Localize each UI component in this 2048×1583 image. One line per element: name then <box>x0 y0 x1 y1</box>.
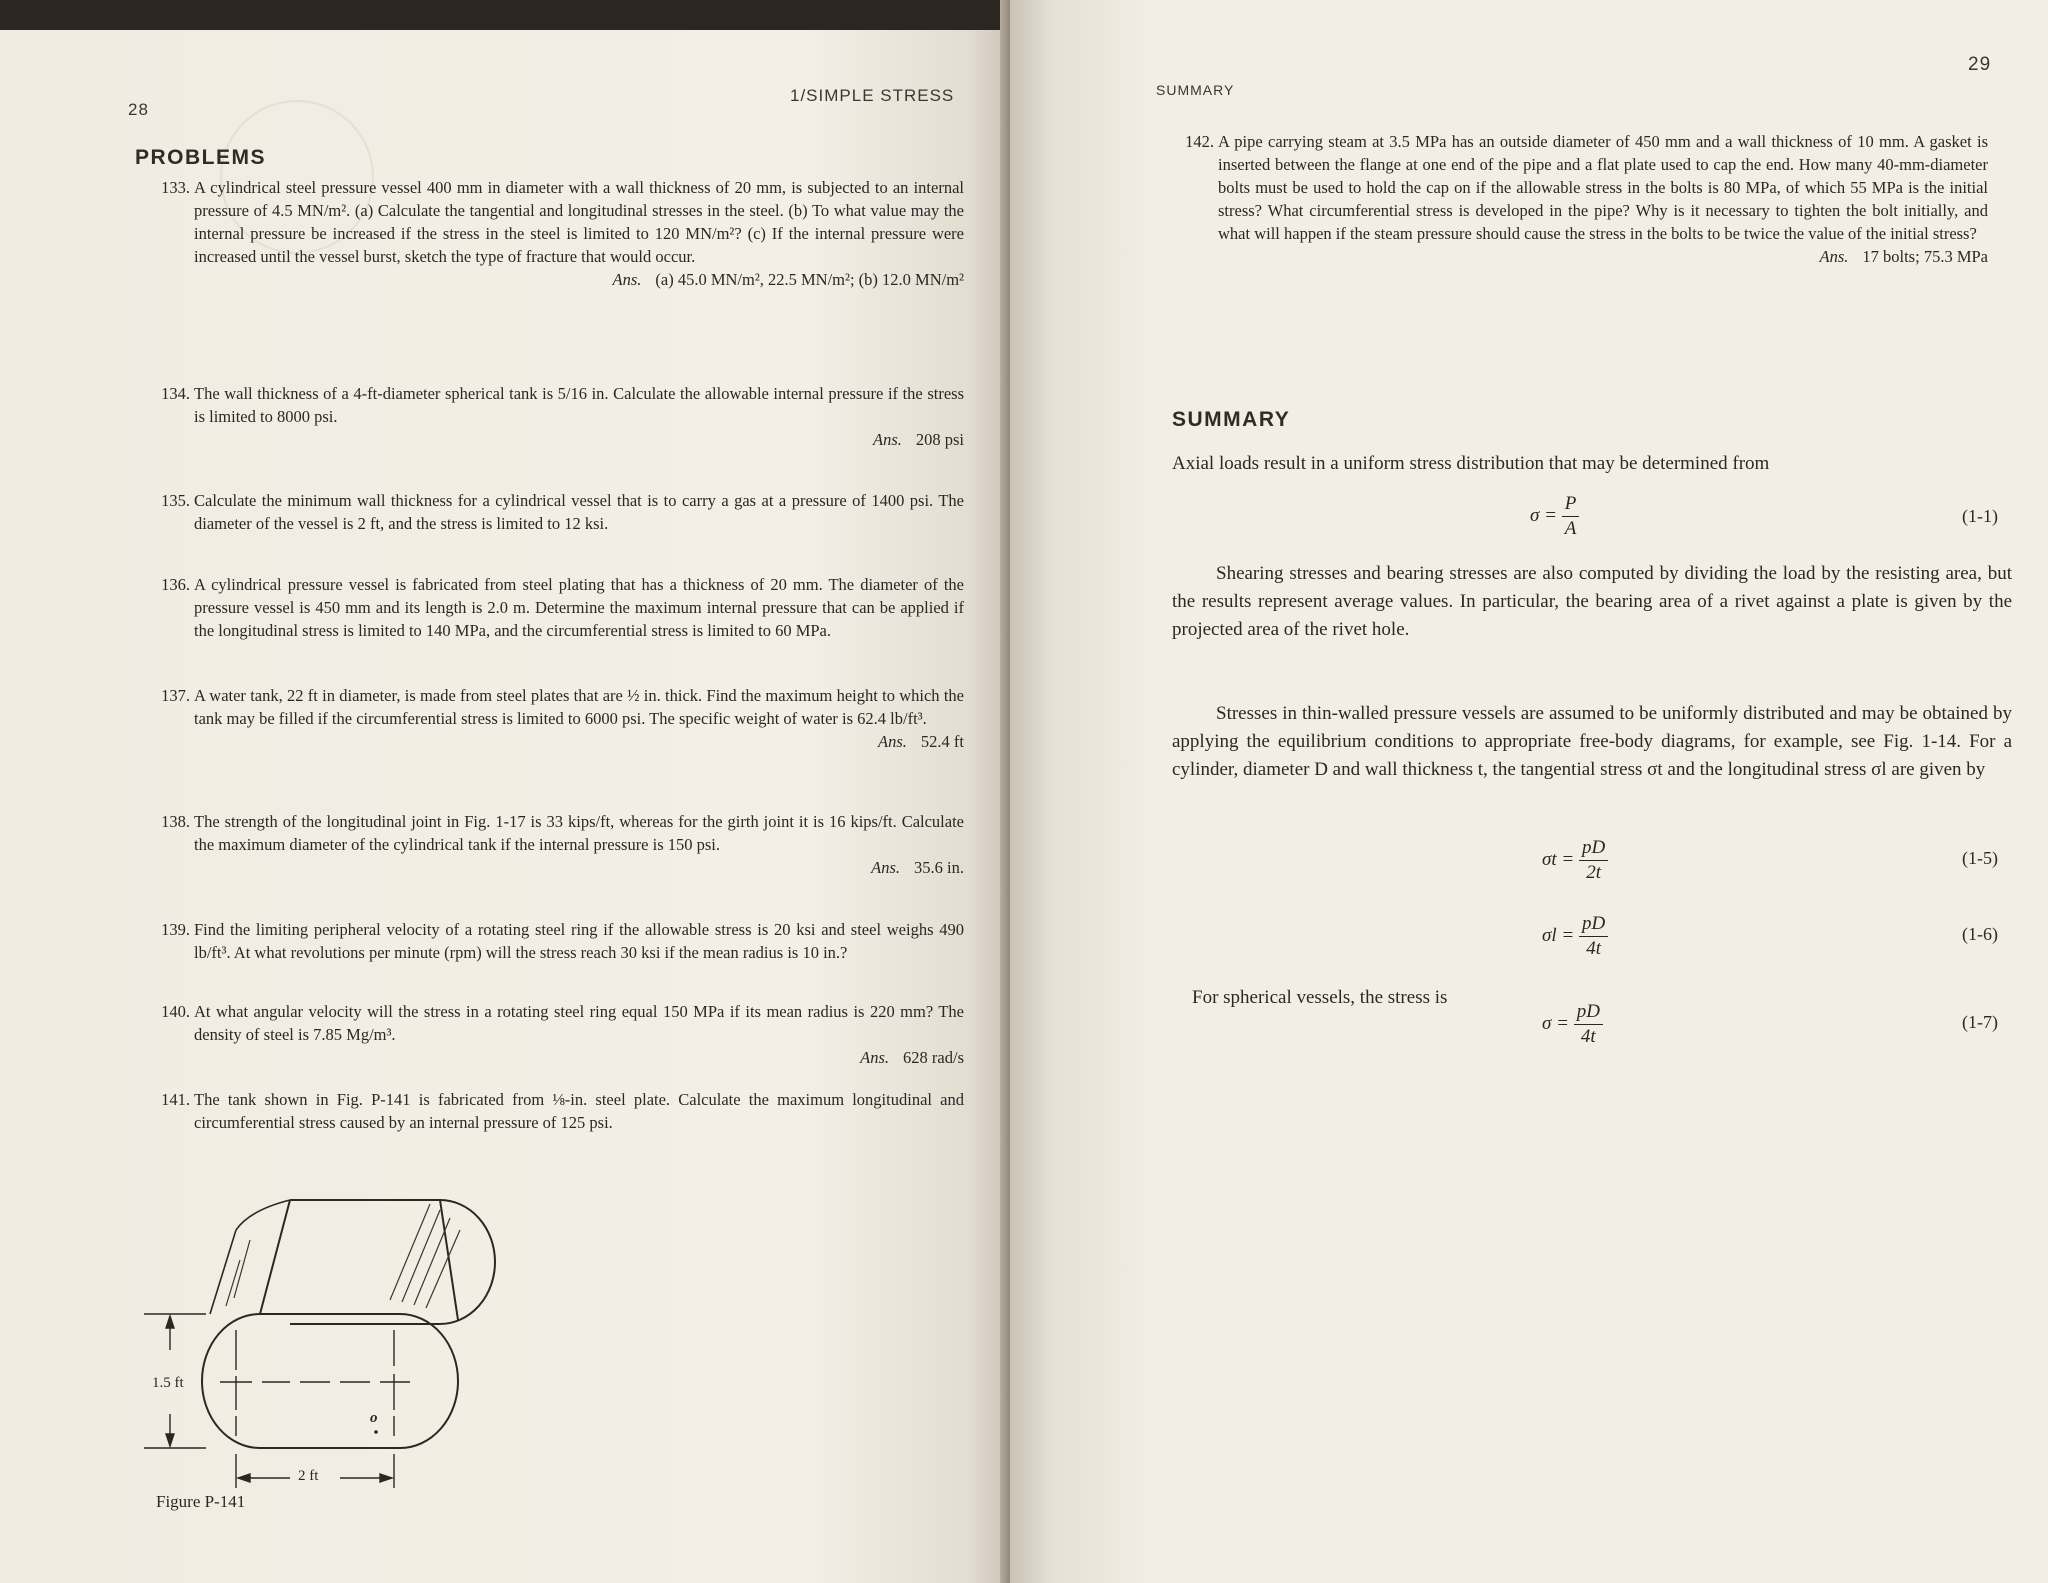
tank-center-lines <box>220 1330 410 1436</box>
tank-edge-right <box>440 1200 458 1320</box>
problem-134: 134. The wall thickness of a 4-ft-diameter spherical tank is 5/16 in. Calculate the allowable internal pressure if the stress is limited to 8000 psi. Ans. 208 psi <box>161 384 964 449</box>
equation-1-5-tag: (1-5) <box>1962 848 1998 868</box>
problem-answer: Ans. (a) 45.0 MN/m², 22.5 MN/m²; (b) 12.0 MN/m² <box>612 270 964 289</box>
problem-135: 135. Calculate the minimum wall thickness for a cylindrical vessel that is to carry a gas at a pressure of 1400 psi. The diameter of the vessel is 2 ft, and the stress is limited to 12 ksi. <box>161 491 964 533</box>
equation-1-7: σ = $\frac{pD}{4t}$ <box>1542 1000 1603 1049</box>
eq1-numerator: P <box>1562 492 1580 517</box>
problem-138: 138. The strength of the longitudinal joint in Fig. 1-17 is 33 kips/ft, whereas for the girth joint it is 16 kips/ft. Calculate the maximum diameter of the cylindrical tank if the internal pressure is 150 psi. Ans. 35.6 in. <box>161 812 964 877</box>
equation-1-5: σt = $\frac{pD}{2t}$ <box>1542 836 1608 885</box>
figure-caption: Figure P-141 <box>156 1492 246 1511</box>
section-title-problems: PROBLEMS <box>135 146 267 169</box>
tank-back-outline <box>290 1200 495 1324</box>
page-number-left: 28 <box>128 100 149 119</box>
figure-point-label: o <box>370 1410 378 1426</box>
figure-dot <box>374 1430 378 1434</box>
tank-edge-curve <box>236 1200 290 1230</box>
problem-136: 136. A cylindrical pressure vessel is fabricated from steel plating that has a thickness of 20 mm. The diameter of the pressure vessel is 450 mm and its length is 2.0 m. Determine the maximum internal pressure that can be applied if the longitudinal stress is limited to 140 MPa, and the circumferential stress is limited to 60 MPa. <box>161 575 964 640</box>
summary-paragraph-3: Stresses in thin-walled pressure vessels are assumed to be uniformly distributed and may be obtained by applying the equilibrium conditions to appropriate free-body diagrams, for example, see Fig. 1-14. For a cylinder, diameter D and wall thickness t, the tangential stress σt and the longitudinal stress σl are given by <box>1172 703 2012 780</box>
problem-text: A pipe carrying steam at 3.5 MPa has an outside diameter of 450 mm and a wall thickness of 10 mm. A gasket is inserted between the flange at one end of the pipe and a flat plate used to cap the end. How many 40-mm-diameter bolts must be used to hold the cap on if the allowable stress in the bolts is 80 MPa, of which 55 MPa is the initial stress? What circumferential stress is developed in the pipe? Why is it necessary to tighten the bolt initially, and what will happen if the steam pressure should cause the stress in the bolts to be twice the value of the initial stress? <box>1218 132 1988 243</box>
running-head-right: SUMMARY <box>1156 82 1235 98</box>
problem-number: 142. <box>1185 132 1214 151</box>
problem-137: 137. A water tank, 22 ft in diameter, is made from steel plates that are ½ in. thick. Find the maximum height to which the tank may be filled if the circumferential stress is limited to 6000 psi. The specific weight of water is 62.4 lb/ft³. Ans. 52.4 ft <box>161 686 964 751</box>
problem-number: 133. <box>161 178 190 197</box>
figure-width-label: 2 ft <box>298 1468 319 1484</box>
page-number-right: 29 <box>1968 54 1992 75</box>
summary-paragraph-4: For spherical vessels, the stress is <box>1192 987 1448 1008</box>
figure-p141-tank <box>140 1170 570 1510</box>
problem-text: A cylindrical steel pressure vessel 400 mm in diameter with a wall thickness of 20 mm, is subjected to an internal pressure of 4.5 MN/m². (a) Calculate the tangential and longitudinal stresses in the steel. (b) To what value may the internal pressure be increased if the stress in the steel is limited to 120 MN/m²? (c) If the internal pressure were increased until the vessel burst, sketch the type of fracture that would occur. <box>194 178 964 266</box>
equation-1-6-tag: (1-6) <box>1962 924 1998 944</box>
equation-1-1: σ = $\frac{P}{A}$ <box>1530 492 1579 541</box>
summary-paragraph-2: Shearing stresses and bearing stresses are also computed by dividing the load by the resisting area, but the results represent average values. In particular, the bearing area of a rivet against a plate is given by the projected area of the rivet hole. <box>1172 563 2012 640</box>
eq1-denominator: A <box>1564 518 1577 539</box>
left-page <box>0 30 1010 1583</box>
tank-surface-hatching <box>226 1204 460 1308</box>
problem-answer: Ans. 17 bolts; 75.3 MPa <box>1819 247 1988 266</box>
running-head-left: 1/SIMPLE STRESS <box>790 86 955 105</box>
equation-1-7-tag: (1-7) <box>1962 1012 1998 1032</box>
problem-141: 141. The tank shown in Fig. P-141 is fabricated from ⅛-in. steel plate. Calculate the maximum longitudinal and circumferential stress caused by an internal pressure of 125 psi. <box>161 1090 964 1132</box>
problem-142 <box>1185 130 1988 268</box>
equation-1-6: σl = $\frac{pD}{4t}$ <box>1542 912 1608 961</box>
section-title-summary: SUMMARY <box>1172 408 1291 431</box>
summary-paragraph-1: Axial loads result in a uniform stress distribution that may be determined from <box>1172 453 1770 474</box>
tank-front-outline <box>202 1314 458 1448</box>
problem-140: 140. At what angular velocity will the stress in a rotating steel ring equal 150 MPa if its mean radius is 220 mm? The density of steel is 7.85 Mg/m³. Ans. 628 rad/s <box>161 1002 964 1067</box>
problem-139: 139. Find the limiting peripheral velocity of a rotating steel ring if the allowable stress is 20 ksi and steel weighs 490 lb/ft³. At what revolutions per minute (rpm) will the stress reach 30 ksi if the mean radius is 10 in.? <box>161 920 964 962</box>
tank-edge-top <box>260 1200 290 1314</box>
problem-133 <box>161 176 964 291</box>
figure-height-label: 1.5 ft <box>152 1375 184 1391</box>
right-page <box>1010 0 2048 1583</box>
equation-1-1-tag: (1-1) <box>1962 506 1998 526</box>
